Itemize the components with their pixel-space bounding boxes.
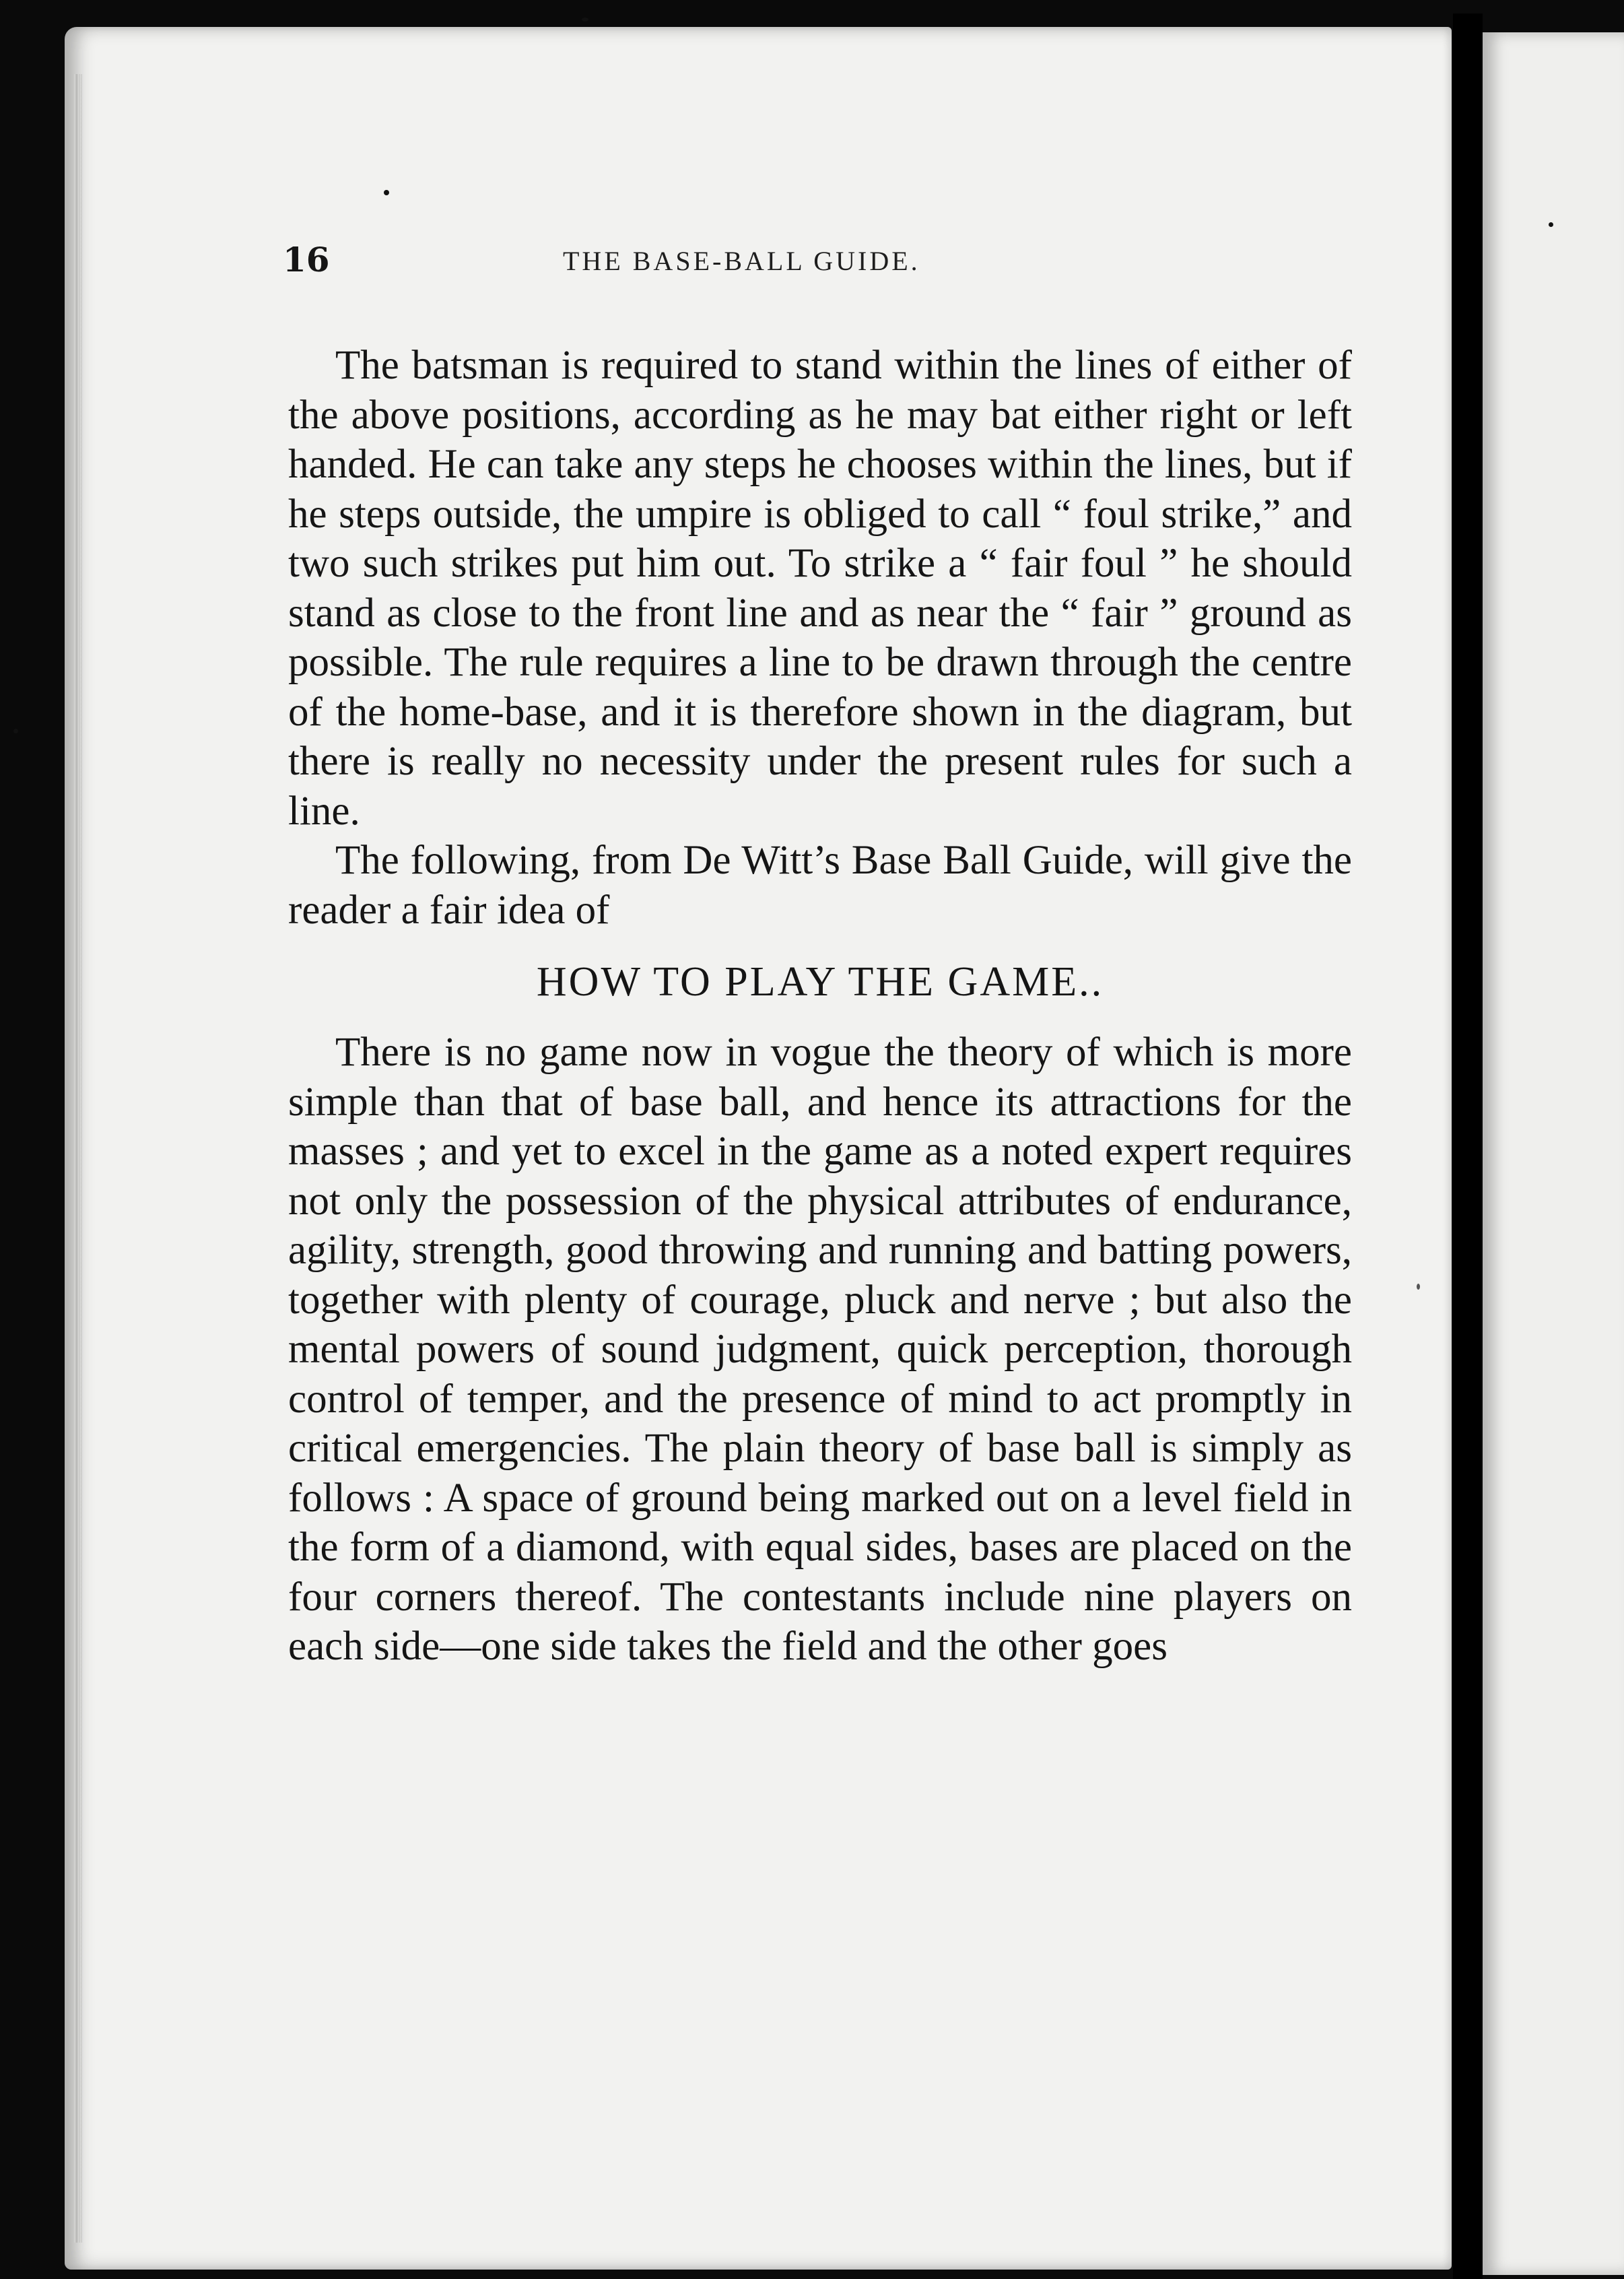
section-heading: HOW TO PLAY THE GAME.. xyxy=(536,959,1104,1005)
facing-page-edge xyxy=(1483,32,1624,2275)
ink-speck xyxy=(1417,1284,1420,1290)
paragraph-dewitt-intro: The following, from De Witt’s Base Ball Guide, will give the reader a fair idea of xyxy=(288,838,1352,933)
ink-speck xyxy=(384,190,389,195)
running-head xyxy=(283,240,1427,294)
page-stack-edge xyxy=(73,74,82,2243)
ink-speck xyxy=(13,729,18,733)
paragraph-batsman-position: The batsman is required to stand within the lines of either of the above positions, according as he may bat either right or left handed. He can take any steps he chooses within the lines, but if he steps outside, the umpire is obliged to call “ foul strike,” and two such strikes put him out. To strike a “ fair foul ” he should stand as close to the front line and as near the “ fair ” ground as possible. The rule requires a line to be drawn through the centre of the home-base, and it is therefore shown in the diagram, but there is really no necessity under the present rules for such a line. xyxy=(288,343,1352,834)
body-text xyxy=(288,341,1352,1672)
ink-speck xyxy=(582,18,588,22)
running-head-title: THE BASE-BALL GUIDE. xyxy=(563,246,920,276)
paragraph-theory-of-game: There is no game now in vogue the theory of which is more simple than that of base ball, and hence its attractions for the masses ; and yet to excel in the game as a noted expert requires not only the possession of the physical attributes of endurance, agility, strength, good throwing and running and batting powers, together with plenty of courage, pluck and nerve ; but also the mental powers of sound judgment, quick perception, thorough control of temper, and the presence of mind to act promptly in critical emergencies. The plain theory of base ball is simply as follows : A space of ground being marked out on a level field in the form of a diamond, with equal sides, bases are placed on the four corners thereof. The contestants include nine players on each side—one side takes the field and the other goes xyxy=(288,1030,1352,1669)
ink-speck xyxy=(1549,222,1553,227)
page-number: 16 xyxy=(283,240,330,279)
book-gutter xyxy=(1453,13,1483,2279)
